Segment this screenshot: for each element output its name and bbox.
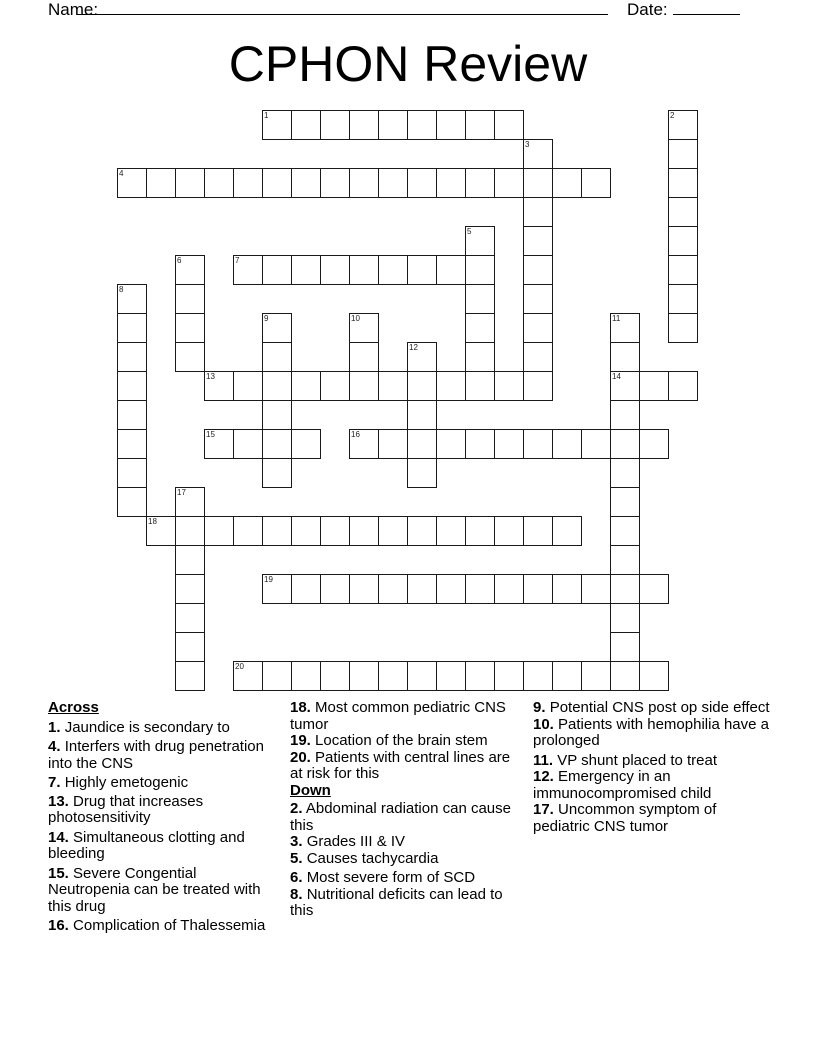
clue-down-5 — [290, 851, 525, 868]
clue-number: 1. — [48, 718, 61, 736]
grid-cell[interactable] — [349, 255, 379, 285]
grid-cell[interactable] — [262, 255, 292, 285]
grid-cell[interactable] — [407, 516, 437, 546]
grid-cell[interactable] — [378, 516, 408, 546]
grid-cell[interactable] — [349, 661, 379, 691]
clue-number: 3. — [290, 833, 303, 850]
grid-cell[interactable] — [378, 255, 408, 285]
grid-cell[interactable] — [581, 661, 611, 691]
grid-cell[interactable] — [291, 110, 321, 140]
clue-number: 7. — [48, 774, 61, 791]
grid-cell[interactable] — [233, 661, 263, 691]
clue-number: 4. — [48, 738, 61, 755]
grid-cell[interactable] — [465, 342, 495, 372]
clue-down-8 — [290, 887, 525, 920]
grid-cell[interactable] — [146, 516, 176, 546]
cell-number: 19 — [264, 575, 273, 584]
clue-text: Most severe form of SCD — [306, 869, 476, 886]
grid-cell[interactable] — [494, 574, 524, 604]
clue-number: 20. — [290, 748, 311, 766]
grid-cell[interactable] — [581, 168, 611, 198]
grid-cell[interactable] — [117, 313, 147, 343]
date-label: Date: — [627, 0, 668, 19]
clue-down-6 — [290, 870, 525, 887]
grid-cell[interactable] — [349, 516, 379, 546]
clue-text: Complication of Thalessemia — [73, 917, 266, 934]
clue-text: Drug that increases photosensitivity — [48, 792, 204, 826]
grid-cell[interactable] — [407, 400, 437, 430]
grid-cell[interactable] — [175, 313, 205, 343]
grid-cell[interactable] — [494, 429, 524, 459]
clue-down-10 — [533, 717, 773, 750]
grid-cell[interactable] — [639, 574, 669, 604]
grid-cell[interactable] — [610, 342, 640, 372]
clue-text: Most common pediatric CNS tumor — [290, 699, 506, 733]
grid-cell[interactable] — [610, 371, 640, 401]
grid-cell[interactable] — [117, 342, 147, 372]
cell-number: 17 — [177, 488, 186, 497]
clue-number: 11. — [533, 751, 554, 769]
grid-cell[interactable] — [436, 168, 466, 198]
grid-cell[interactable] — [117, 458, 147, 488]
clue-number: 14. — [48, 828, 69, 846]
grid-cell[interactable] — [610, 487, 640, 517]
clue-across-16 — [48, 918, 278, 935]
clue-number: 12. — [533, 768, 554, 785]
grid-cell[interactable] — [262, 342, 292, 372]
grid-cell[interactable] — [175, 168, 205, 198]
grid-cell[interactable] — [523, 429, 553, 459]
grid-cell[interactable] — [291, 661, 321, 691]
cell-number: 8 — [119, 285, 124, 294]
clue-text: Uncommon symptom of pediatric CNS tumor — [533, 801, 717, 835]
grid-cell[interactable] — [320, 516, 350, 546]
grid-cell[interactable] — [494, 110, 524, 140]
grid-cell[interactable] — [175, 516, 205, 546]
grid-cell[interactable] — [523, 139, 553, 169]
grid-cell[interactable] — [175, 632, 205, 662]
grid-cell[interactable] — [291, 371, 321, 401]
clue-column-2 — [290, 700, 525, 923]
grid-cell[interactable] — [146, 168, 176, 198]
clue-column-1 — [48, 700, 278, 938]
grid-cell[interactable] — [233, 429, 263, 459]
grid-cell[interactable] — [668, 313, 698, 343]
grid-cell[interactable] — [668, 226, 698, 256]
grid-cell[interactable] — [610, 574, 640, 604]
grid-cell[interactable] — [262, 168, 292, 198]
grid-cell[interactable] — [639, 429, 669, 459]
clue-across-7 — [48, 775, 278, 792]
grid-cell[interactable] — [349, 313, 379, 343]
grid-cell[interactable] — [494, 168, 524, 198]
grid-cell[interactable] — [175, 342, 205, 372]
grid-cell[interactable] — [262, 371, 292, 401]
clue-across-4 — [48, 739, 278, 772]
grid-cell[interactable] — [320, 168, 350, 198]
clue-text: Jaundice is secondary to — [64, 718, 230, 736]
grid-cell[interactable] — [523, 313, 553, 343]
grid-cell[interactable] — [407, 661, 437, 691]
clue-across-19 — [290, 733, 525, 750]
grid-cell[interactable] — [233, 371, 263, 401]
clue-text: Grades III & IV — [306, 833, 406, 850]
grid-cell[interactable] — [407, 574, 437, 604]
grid-cell[interactable] — [378, 110, 408, 140]
clue-number: 6. — [290, 869, 303, 886]
grid-cell[interactable] — [436, 574, 466, 604]
clue-across-14 — [48, 830, 278, 863]
grid-cell[interactable] — [378, 429, 408, 459]
grid-cell[interactable] — [581, 574, 611, 604]
grid-cell[interactable] — [523, 255, 553, 285]
clue-across-20 — [290, 750, 525, 783]
clue-text: Severe Congential Neutropenia can be treated with this drug — [48, 864, 261, 915]
grid-cell[interactable] — [233, 516, 263, 546]
cell-number: 14 — [612, 372, 621, 381]
clue-text: Emergency in an immunocompromised child — [533, 768, 712, 802]
cell-number: 9 — [264, 314, 269, 323]
clue-number: 8. — [290, 885, 303, 903]
grid-cell[interactable] — [407, 429, 437, 459]
grid-cell[interactable] — [117, 429, 147, 459]
grid-cell[interactable] — [465, 429, 495, 459]
grid-cell[interactable] — [262, 574, 292, 604]
grid-cell[interactable] — [349, 110, 379, 140]
cell-number: 6 — [177, 256, 182, 265]
cell-number: 10 — [351, 314, 360, 323]
grid-cell[interactable] — [175, 603, 205, 633]
grid-cell[interactable] — [175, 255, 205, 285]
grid-cell[interactable] — [349, 342, 379, 372]
grid-cell[interactable] — [320, 371, 350, 401]
clue-across-13 — [48, 794, 278, 827]
grid-cell[interactable] — [465, 516, 495, 546]
clue-text: Highly emetogenic — [64, 774, 189, 791]
grid-cell[interactable] — [204, 168, 234, 198]
grid-cell[interactable] — [117, 487, 147, 517]
cell-number: 2 — [670, 111, 675, 120]
clue-number: 18. — [290, 699, 311, 716]
clue-down-2 — [290, 801, 525, 834]
grid-cell[interactable] — [523, 226, 553, 256]
grid-cell[interactable] — [291, 168, 321, 198]
grid-cell[interactable] — [552, 661, 582, 691]
grid-cell[interactable] — [610, 429, 640, 459]
clue-text: Interfers with drug penetration into the CNS — [48, 738, 264, 772]
grid-cell[interactable] — [610, 458, 640, 488]
grid-cell[interactable] — [175, 574, 205, 604]
clue-text: Simultaneous clotting and bleeding — [48, 828, 245, 862]
grid-cell[interactable] — [523, 342, 553, 372]
cell-number: 12 — [409, 343, 418, 352]
grid-cell[interactable] — [262, 110, 292, 140]
grid-cell[interactable] — [204, 371, 234, 401]
grid-cell[interactable] — [668, 371, 698, 401]
grid-cell[interactable] — [117, 400, 147, 430]
cell-number: 3 — [525, 140, 530, 149]
across-heading: Across — [48, 699, 99, 716]
cell-number: 11 — [612, 314, 621, 323]
grid-cell[interactable] — [407, 342, 437, 372]
grid-cell[interactable] — [378, 574, 408, 604]
grid-cell[interactable] — [349, 168, 379, 198]
clue-text: Abdominal radiation can cause this — [290, 800, 511, 834]
clue-down-17 — [533, 802, 773, 835]
grid-cell[interactable] — [668, 284, 698, 314]
grid-cell[interactable] — [204, 516, 234, 546]
grid-cell[interactable] — [552, 574, 582, 604]
grid-cell[interactable] — [523, 168, 553, 198]
grid-cell[interactable] — [465, 110, 495, 140]
grid-cell[interactable] — [610, 516, 640, 546]
cell-number: 1 — [264, 111, 269, 120]
grid-cell[interactable] — [465, 574, 495, 604]
grid-cell[interactable] — [610, 313, 640, 343]
grid-cell[interactable] — [465, 284, 495, 314]
grid-cell[interactable] — [407, 255, 437, 285]
clue-text: Nutritional deficits can lead to this — [290, 885, 503, 919]
grid-cell[interactable] — [291, 516, 321, 546]
grid-cell[interactable] — [523, 516, 553, 546]
grid-cell[interactable] — [407, 458, 437, 488]
grid-cell[interactable] — [523, 371, 553, 401]
name-label: Name: — [48, 0, 99, 19]
grid-cell[interactable] — [378, 371, 408, 401]
clue-text: Patients with central lines are at risk for this — [290, 748, 511, 782]
grid-cell[interactable] — [552, 429, 582, 459]
clue-text: Potential CNS post op side effect — [549, 699, 770, 716]
cell-number: 16 — [351, 430, 360, 439]
grid-cell[interactable] — [175, 661, 205, 691]
grid-cell[interactable] — [291, 429, 321, 459]
grid-cell[interactable] — [552, 516, 582, 546]
grid-cell[interactable] — [465, 168, 495, 198]
clue-number: 17. — [533, 801, 554, 818]
clue-number: 16. — [48, 917, 69, 934]
grid-cell[interactable] — [436, 429, 466, 459]
clue-column-3 — [533, 700, 773, 838]
grid-cell[interactable] — [291, 255, 321, 285]
clue-number: 9. — [533, 699, 546, 716]
clue-number: 2. — [290, 800, 303, 817]
grid-cell[interactable] — [175, 487, 205, 517]
clue-across-1 — [48, 720, 278, 737]
grid-cell[interactable] — [175, 284, 205, 314]
grid-cell[interactable] — [117, 371, 147, 401]
grid-cell[interactable] — [610, 545, 640, 575]
clue-text: VP shunt placed to treat — [557, 751, 718, 769]
grid-cell[interactable] — [436, 371, 466, 401]
grid-cell[interactable] — [639, 661, 669, 691]
grid-cell[interactable] — [668, 255, 698, 285]
grid-cell[interactable] — [523, 661, 553, 691]
grid-cell[interactable] — [378, 168, 408, 198]
grid-cell[interactable] — [349, 574, 379, 604]
grid-cell[interactable] — [465, 661, 495, 691]
grid-cell[interactable] — [233, 255, 263, 285]
grid-cell[interactable] — [320, 574, 350, 604]
grid-cell[interactable] — [407, 110, 437, 140]
clue-number: 19. — [290, 732, 311, 749]
grid-cell[interactable] — [639, 371, 669, 401]
clue-down-11 — [533, 753, 773, 770]
grid-cell[interactable] — [407, 168, 437, 198]
clue-down-3 — [290, 834, 525, 851]
grid-cell[interactable] — [117, 168, 147, 198]
grid-cell[interactable] — [262, 458, 292, 488]
clue-down-12 — [533, 769, 773, 802]
grid-cell[interactable] — [349, 371, 379, 401]
grid-cell[interactable] — [523, 574, 553, 604]
cell-number: 5 — [467, 227, 472, 236]
grid-cell[interactable] — [320, 255, 350, 285]
grid-cell[interactable] — [262, 313, 292, 343]
clue-text: Location of the brain stem — [315, 732, 488, 749]
grid-cell[interactable] — [465, 226, 495, 256]
grid-cell[interactable] — [494, 371, 524, 401]
down-heading: Down — [290, 781, 331, 799]
grid-cell[interactable] — [436, 110, 466, 140]
clue-number: 15. — [48, 864, 69, 882]
grid-cell[interactable] — [668, 110, 698, 140]
cell-number: 4 — [119, 169, 124, 178]
grid-cell[interactable] — [349, 429, 379, 459]
clue-text: Causes tachycardia — [306, 849, 439, 867]
grid-cell[interactable] — [262, 661, 292, 691]
clue-down-9 — [533, 700, 773, 717]
grid-cell[interactable] — [175, 545, 205, 575]
clue-number: 13. — [48, 792, 69, 810]
grid-cell[interactable] — [668, 168, 698, 198]
cell-number: 20 — [235, 662, 244, 671]
grid-cell[interactable] — [291, 574, 321, 604]
clue-across-15 — [48, 866, 278, 916]
grid-cell[interactable] — [465, 371, 495, 401]
grid-cell[interactable] — [117, 284, 147, 314]
grid-cell[interactable] — [320, 110, 350, 140]
grid-cell[interactable] — [610, 603, 640, 633]
cell-number: 18 — [148, 517, 157, 526]
grid-cell[interactable] — [378, 661, 408, 691]
grid-cell[interactable] — [610, 661, 640, 691]
clue-text: Patients with hemophilia have a prolonged — [533, 715, 769, 749]
grid-cell[interactable] — [668, 197, 698, 227]
cell-number: 15 — [206, 430, 215, 439]
grid-cell[interactable] — [581, 429, 611, 459]
grid-cell[interactable] — [436, 255, 466, 285]
grid-cell[interactable] — [204, 429, 234, 459]
grid-cell[interactable] — [407, 371, 437, 401]
grid-cell[interactable] — [320, 661, 350, 691]
grid-cell[interactable] — [610, 632, 640, 662]
grid-cell[interactable] — [262, 516, 292, 546]
grid-cell[interactable] — [465, 255, 495, 285]
grid-cell[interactable] — [668, 139, 698, 169]
grid-cell[interactable] — [610, 400, 640, 430]
clue-number: 10. — [533, 715, 554, 733]
grid-cell[interactable] — [436, 516, 466, 546]
grid-cell[interactable] — [465, 313, 495, 343]
grid-cell[interactable] — [262, 400, 292, 430]
grid-cell[interactable] — [262, 429, 292, 459]
grid-cell[interactable] — [552, 168, 582, 198]
clue-across-18 — [290, 700, 525, 733]
clue-number: 5. — [290, 849, 303, 867]
grid-cell[interactable] — [436, 661, 466, 691]
grid-cell[interactable] — [523, 197, 553, 227]
grid-cell[interactable] — [494, 661, 524, 691]
cell-number: 13 — [206, 372, 215, 381]
cell-number: 7 — [235, 256, 240, 265]
grid-cell[interactable] — [523, 284, 553, 314]
grid-cell[interactable] — [494, 516, 524, 546]
grid-cell[interactable] — [233, 168, 263, 198]
page-title: CPHON Review — [228, 36, 588, 92]
